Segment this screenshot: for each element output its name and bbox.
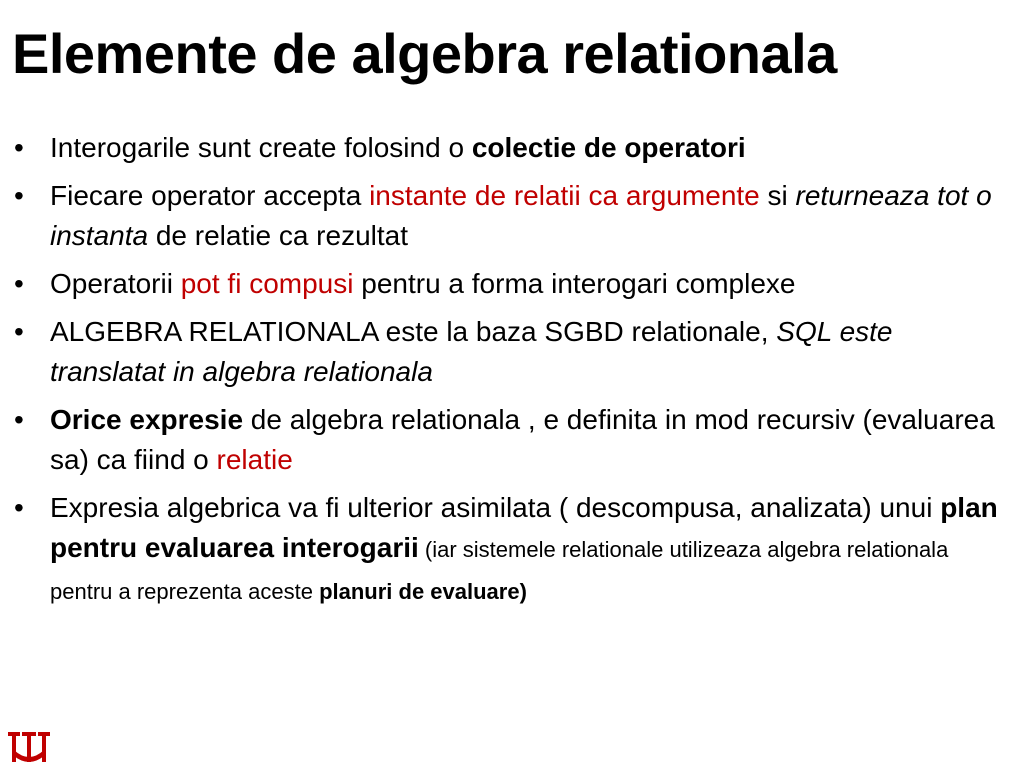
bullet-text-segment: pot fi compusi <box>180 268 354 299</box>
bullet-text-segment: colectie de operatori <box>471 132 746 163</box>
bullet-list <box>14 128 1004 620</box>
bullet-item <box>14 400 1004 480</box>
bullet-item <box>14 176 1004 256</box>
bullet-text <box>50 264 1004 304</box>
bullet-text-segment: si <box>759 180 796 211</box>
bullet-text-segment: de relatie ca rezultat <box>148 220 408 251</box>
bullet-text <box>50 488 1004 612</box>
bullet-text <box>50 312 1004 392</box>
university-logo-icon <box>6 730 52 764</box>
bullet-text-segment: planuri de evaluare) <box>319 579 527 604</box>
bullet-dot-icon: • <box>14 404 24 435</box>
bullet-text-segment: (iar sistemele relationale utilizeaza algebra relationala pentru a reprezenta aceste <box>50 537 949 604</box>
bullet-text-segment: returneaza tot o instanta <box>50 180 992 251</box>
bullet-text-segment: Interogarile sunt create folosind o <box>50 132 472 163</box>
bullet-item <box>14 128 1004 168</box>
bullet-text-segment: Orice expresie <box>50 404 244 435</box>
slide-title: Elemente de algebra relationala <box>12 22 837 85</box>
bullet-dot-icon: • <box>14 132 24 163</box>
bullet-text-segment: Expresia algebrica va fi ulterior asimilata ( descompusa, analizata) unui <box>50 492 941 523</box>
bullet-text-segment: de algebra relationala , e definita in mod recursiv (evaluarea sa) ca fiind o <box>50 404 995 475</box>
bullet-text <box>50 400 1004 480</box>
bullet-dot-icon: • <box>14 268 24 299</box>
bullet-text-segment: instante de relatii ca argumente <box>369 180 760 211</box>
bullet-text <box>50 128 1004 168</box>
bullet-text-segment: Operatorii <box>50 268 181 299</box>
bullet-item <box>14 312 1004 392</box>
bullet-item <box>14 488 1004 612</box>
bullet-text-segment: relatie <box>216 444 293 475</box>
bullet-dot-icon: • <box>14 492 24 523</box>
bullet-dot-icon: • <box>14 180 24 211</box>
bullet-item <box>14 264 1004 304</box>
bullet-text-segment: ALGEBRA RELATIONALA este la baza SGBD relationale, <box>50 316 777 347</box>
bullet-text-segment: SQL este translatat in algebra relationala <box>50 316 893 387</box>
bullet-text-segment: plan pentru evaluarea interogarii <box>50 492 998 563</box>
bullet-text-segment: Fiecare operator accepta <box>50 180 370 211</box>
bullet-dot-icon: • <box>14 316 24 347</box>
bullet-text <box>50 176 1004 256</box>
bullet-text-segment: pentru a forma interogari complexe <box>353 268 796 299</box>
